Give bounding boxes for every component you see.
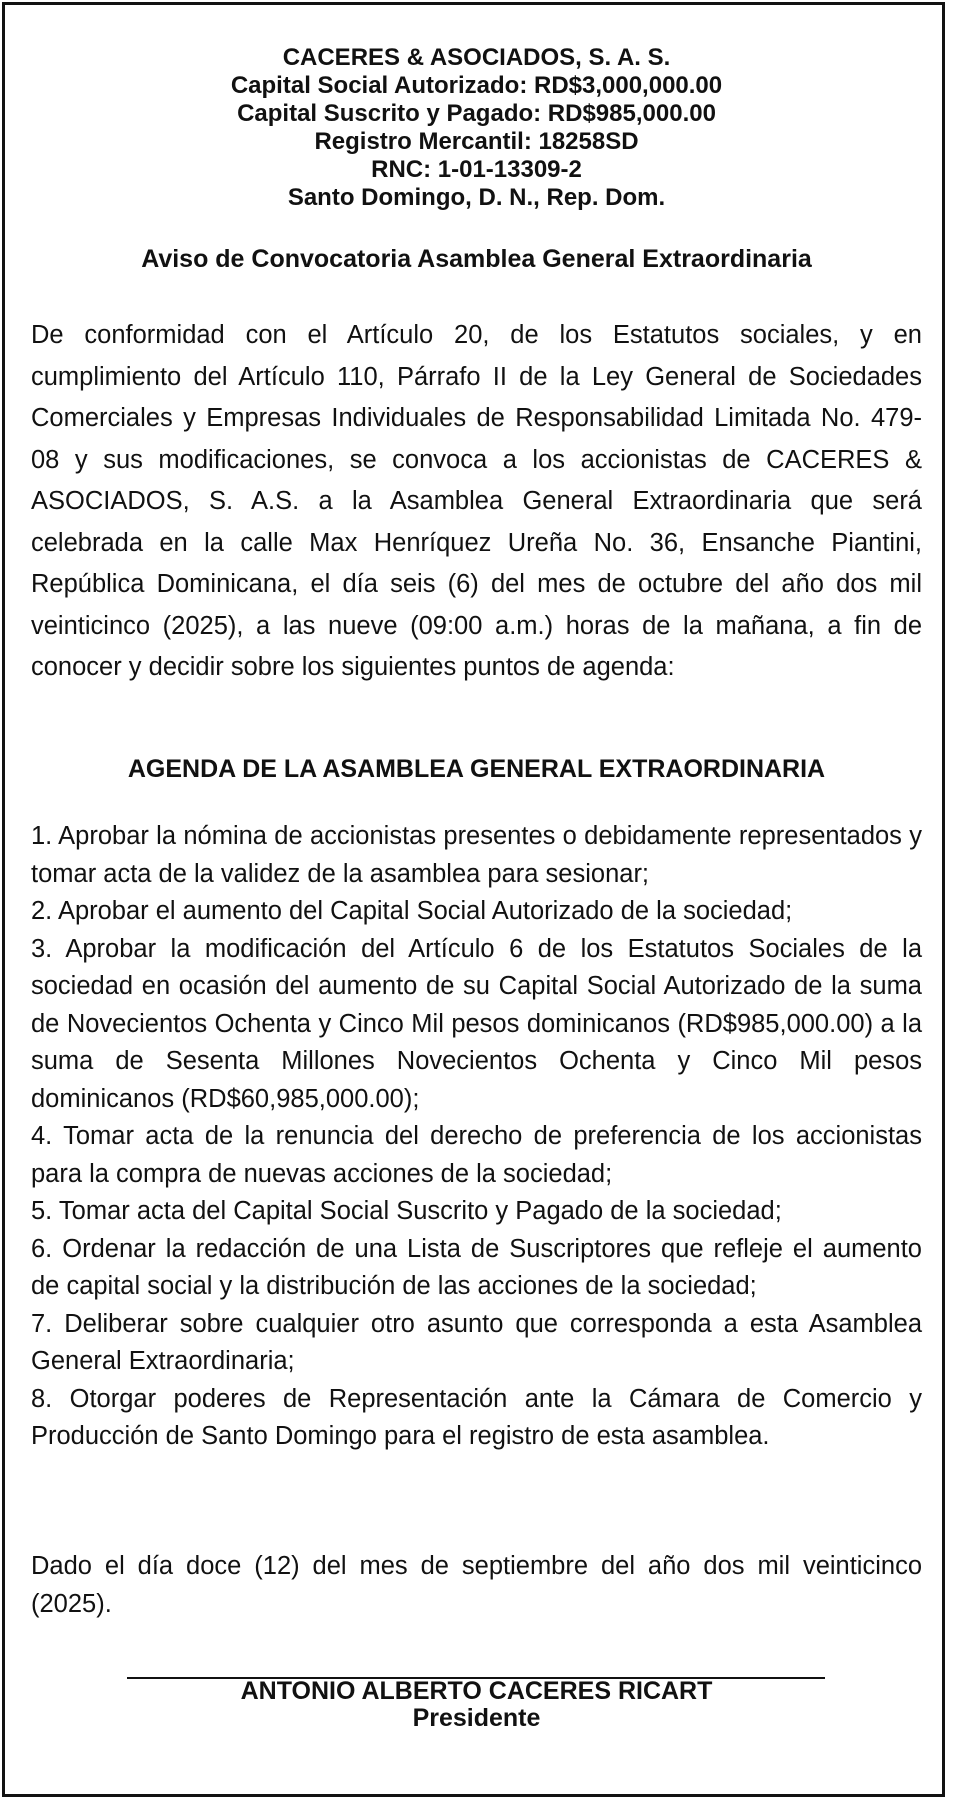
agenda-item: 1. Aprobar la nómina de accionistas presentes o debidamente representados y tomar acta de la validez de la asamblea para sesionar; xyxy=(31,822,922,888)
signatory-role: Presidente xyxy=(412,1704,541,1732)
paid-capital: Capital Suscrito y Pagado: RD$985,000.00 xyxy=(237,100,716,127)
dated-line: Dado el día doce (12) del mes de septiembre del año dos mil veinticinco (2025). xyxy=(31,1552,922,1618)
company-location: Santo Domingo, D. N., Rep. Dom. xyxy=(287,184,666,211)
signatory-name: ANTONIO ALBERTO CACERES RICART xyxy=(240,1677,713,1705)
agenda-item: 2. Aprobar el aumento del Capital Social Autorizado de la sociedad; xyxy=(31,897,793,925)
notice-body: De conformidad con el Artículo 20, de los Estatutos sociales, y en cumplimiento del Artículo 110, Párrafo II de la Ley General de Sociedades Comerciales y Empresas Individuales de Responsabilidad Limitada No. 479-08 y sus modificaciones, se convoca a los accionistas de CACERES & ASOCIADOS, S. A.S. a la Asamblea General Extraordinaria que será celebrada en la calle Max Henríquez Ureña No. 36, Ensanche Piantini, República Dominicana, el día seis (6) del mes de octubre del año dos mil veinticinco (2025), a las nueve (09:00 a.m.) horas de la mañana, a fin de conocer y decidir sobre los siguientes puntos de agenda: xyxy=(31,321,922,681)
agenda-list xyxy=(31,818,922,1456)
company-name: CACERES & ASOCIADOS, S. A. S. xyxy=(282,44,671,71)
rnc-number: RNC: 1-01-13309-2 xyxy=(371,156,582,183)
agenda-item: 4. Tomar acta de la renuncia del derecho de preferencia de los accionistas para la compra de nuevas acciones de la sociedad; xyxy=(31,1122,922,1188)
agenda-item: 3. Aprobar la modificación del Artículo 6 de los Estatutos Sociales de la sociedad en ocasión del aumento de su Capital Social Autorizado de la suma de Novecientos Ochenta y Cinco Mil pesos dominicanos (RD$985,000.00) a la suma de Sesenta Millones Novecientos Ochenta y Cinco Mil pesos dominicanos (RD$60,985,000.00); xyxy=(31,934,922,1113)
agenda-item: 5. Tomar acta del Capital Social Suscrito y Pagado de la sociedad; xyxy=(31,1197,782,1225)
agenda-item: 6. Ordenar la redacción de una Lista de Suscriptores que refleje el aumento de capital social y la distribución de las acciones de la sociedad; xyxy=(31,1234,922,1300)
agenda-title: AGENDA DE LA ASAMBLEA GENERAL EXTRAORDINARIA xyxy=(127,755,826,783)
company-header xyxy=(0,44,953,212)
mercantile-registry: Registro Mercantil: 18258SD xyxy=(314,128,639,155)
agenda-item: 8. Otorgar poderes de Representación ante la Cámara de Comercio y Producción de Santo Domingo para el registro de esta asamblea. xyxy=(31,1384,922,1450)
signature-block xyxy=(0,1678,953,1732)
notice-title: Aviso de Convocatoria Asamblea General Extraordinaria xyxy=(141,245,812,273)
authorized-capital: Capital Social Autorizado: RD$3,000,000.00 xyxy=(230,72,723,99)
agenda-item: 7. Deliberar sobre cualquier otro asunto que corresponda a esta Asamblea General Extraordinaria; xyxy=(31,1309,922,1375)
